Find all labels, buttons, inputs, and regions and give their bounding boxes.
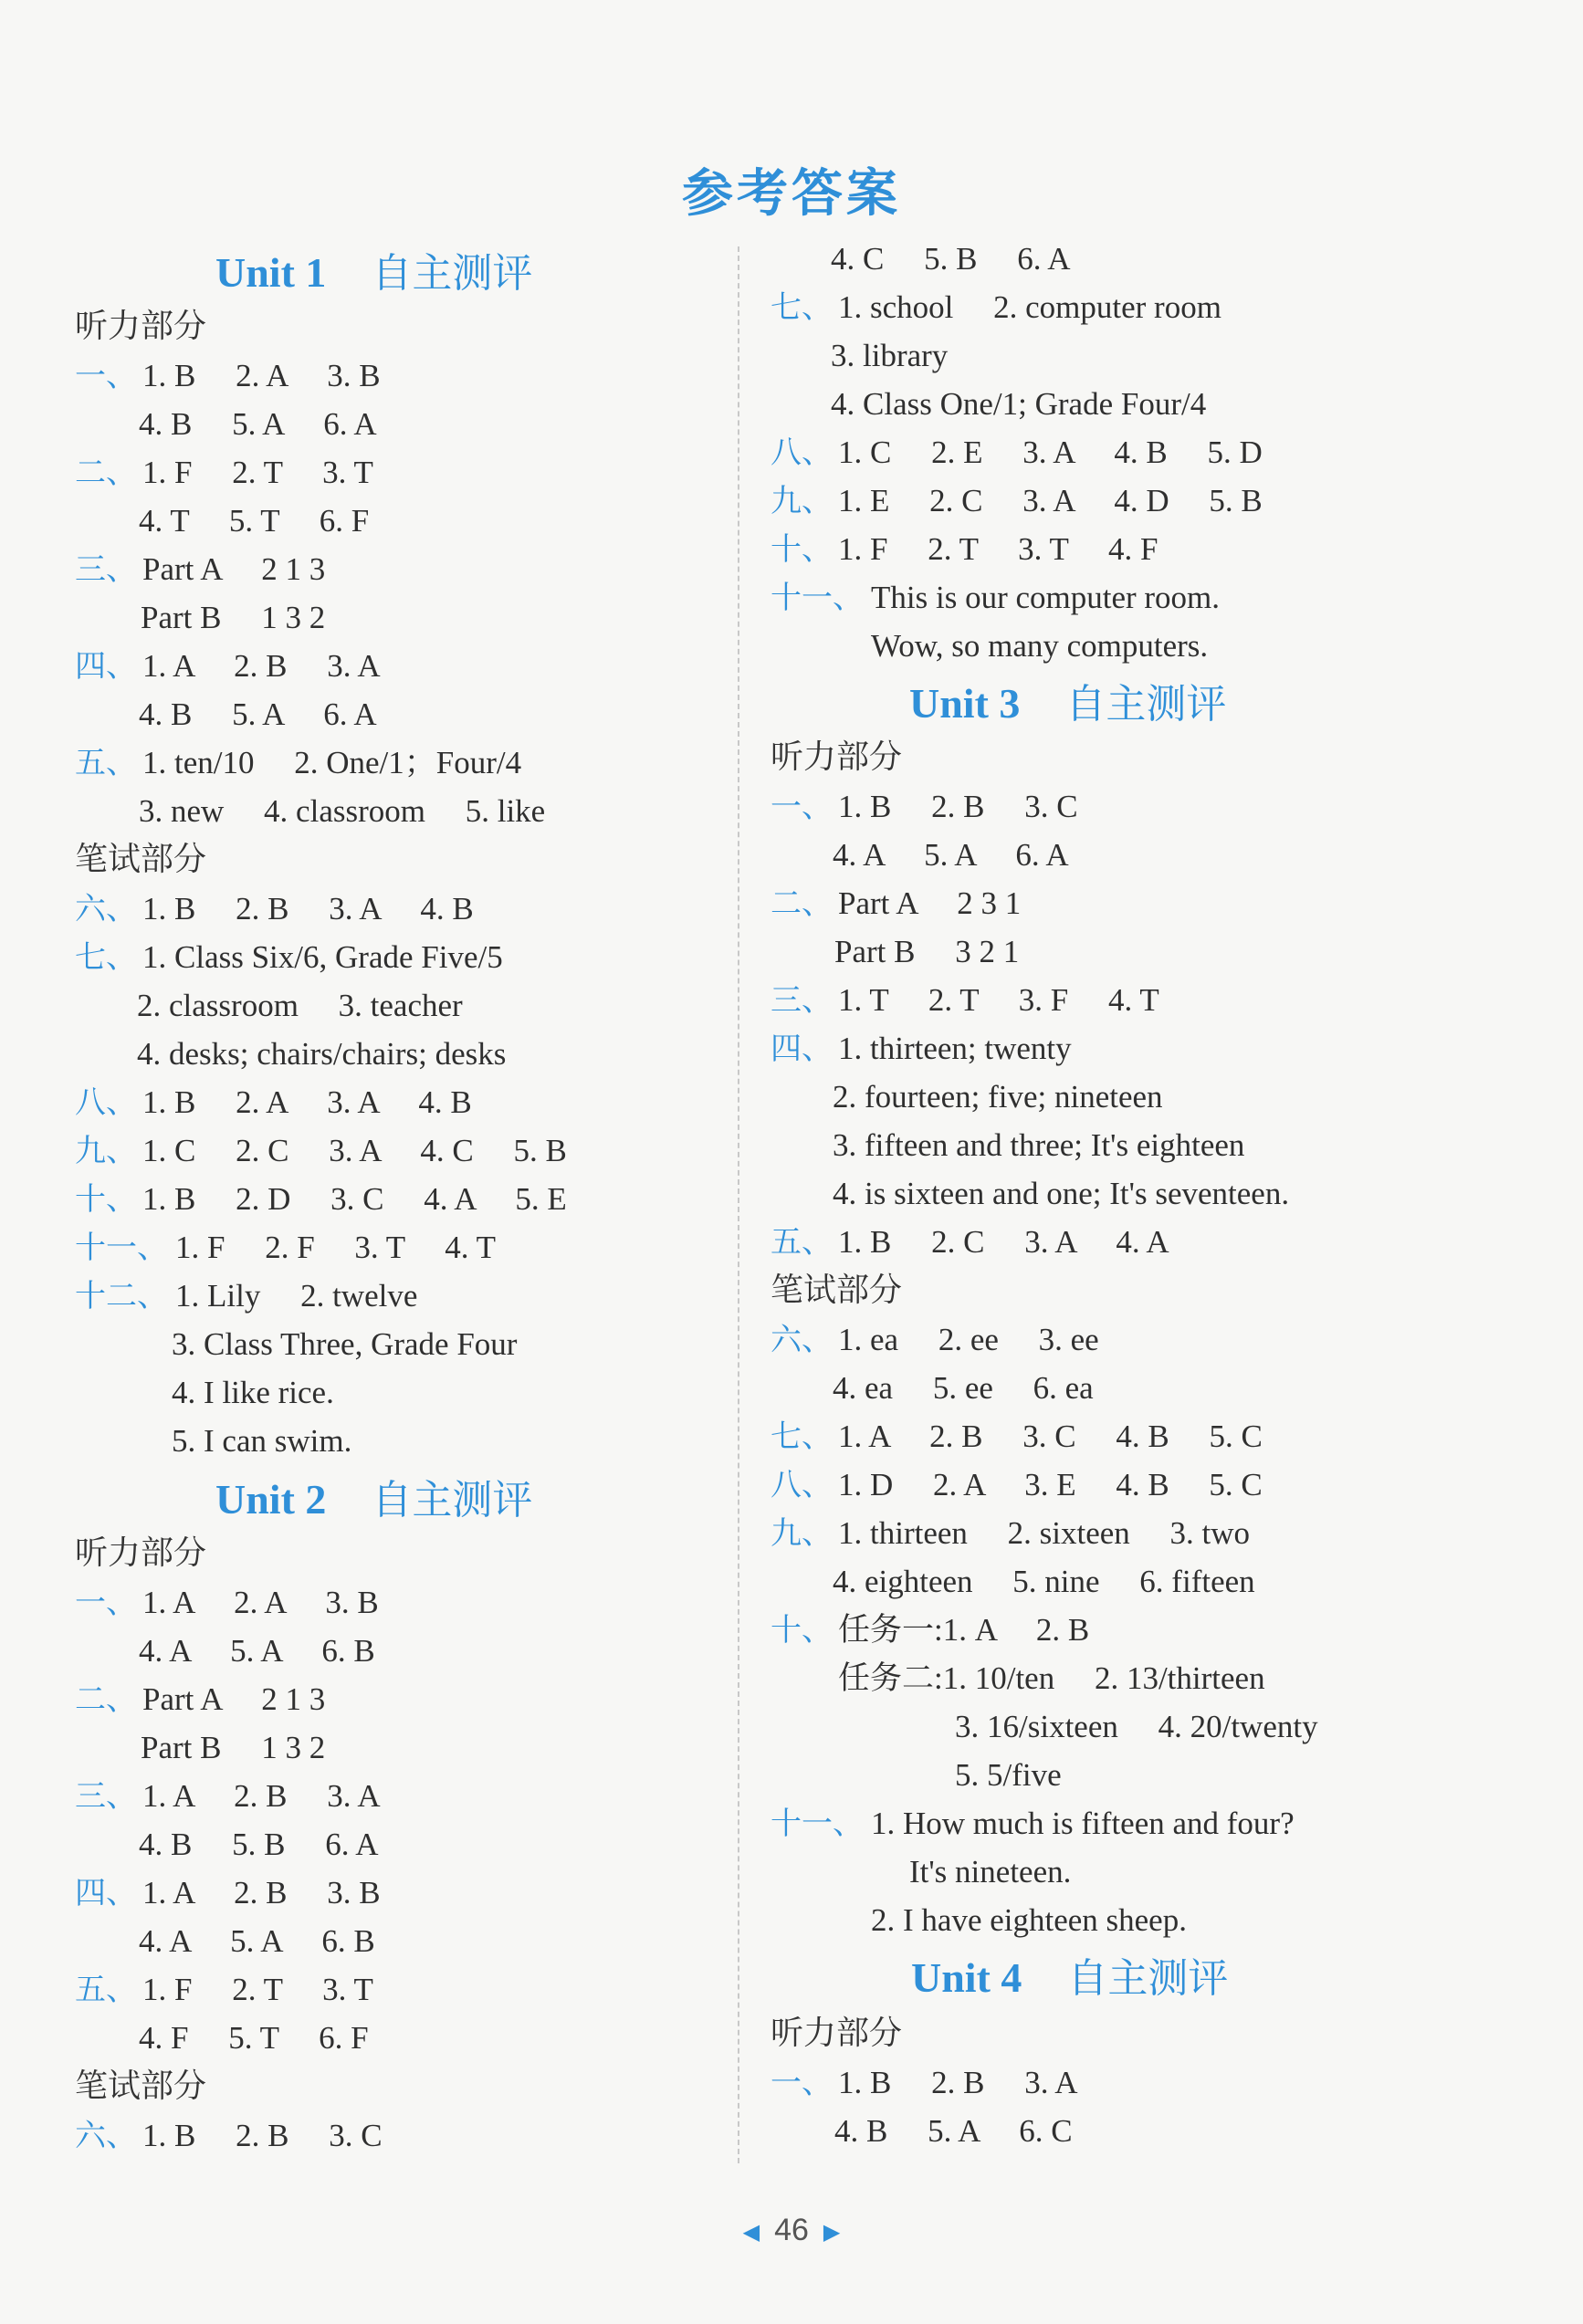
answer-text: 1. school 2. computer room [838, 289, 1221, 325]
item-number: 一、 [771, 789, 833, 825]
item-number: 十、 [771, 531, 833, 568]
answer-line [771, 2065, 1078, 2101]
unit-name: Unit 3 [909, 680, 1021, 727]
unit-heading [909, 679, 1226, 728]
item-number: 七、 [75, 939, 137, 976]
unit-heading [215, 248, 532, 298]
section-heading: 听力部分 [75, 1534, 207, 1572]
answer-text: 1. F 2. F 3. T 4. T [175, 1230, 497, 1265]
section-heading: 笔试部分 [75, 841, 207, 878]
answer-text: Part A 2 3 1 [838, 885, 1022, 921]
answer-text: 1. F 2. T 3. T [142, 1972, 373, 2007]
answer-text: 1. B 2. C 3. A 4. A [838, 1224, 1169, 1260]
item-number: 九、 [75, 1133, 137, 1169]
answer-line [771, 1418, 1263, 1455]
item-number: 一、 [75, 358, 137, 394]
answer-line [771, 289, 1221, 326]
item-number: 八、 [771, 434, 833, 471]
item-number: 一、 [771, 2065, 833, 2101]
answer-text: 1. B 2. A 3. A 4. B [142, 1084, 472, 1120]
item-number: 四、 [75, 648, 137, 685]
triangle-left-icon: ◀ [742, 2219, 760, 2245]
answer-line: 4. Class One/1; Grade Four/4 [831, 386, 1207, 422]
answer-line: 3. fifteen and three; It's eighteen [833, 1127, 1245, 1163]
item-number: 十一、 [771, 580, 864, 616]
answer-text: 1. B 2. B 3. A [838, 2065, 1078, 2100]
page-number: 46 [774, 2213, 809, 2247]
answer-text: This is our computer room. [871, 580, 1221, 615]
answer-text: 1. B 2. B 3. A 4. B [142, 891, 474, 926]
answer-text: 1. F 2. T 3. T 4. F [838, 531, 1158, 567]
answer-text: 1. A 2. B 3. A [142, 648, 381, 684]
answer-line: 3. Class Three, Grade Four [172, 1326, 518, 1362]
answer-line: 3. 16/sixteen 4. 20/twenty [955, 1709, 1318, 1744]
answer-line: 4. T 5. T 6. F [139, 503, 370, 539]
section-heading: 听力部分 [75, 308, 207, 345]
answer-line [771, 1467, 1263, 1503]
unit-heading [215, 1475, 532, 1524]
item-number: 二、 [771, 885, 833, 922]
answer-line [75, 891, 474, 927]
answer-line: 4. I like rice. [172, 1375, 334, 1410]
item-number: 二、 [75, 455, 137, 491]
answer-line [771, 1224, 1169, 1261]
answer-text: 1. Class Six/6, Grade Five/5 [142, 939, 503, 975]
answer-line: 3. new 4. classroom 5. like [139, 793, 546, 829]
answer-text: 1. D 2. A 3. E 4. B 5. C [838, 1467, 1263, 1502]
item-number: 十、 [771, 1612, 833, 1649]
answer-text: 1. How much is fifteen and four? [871, 1806, 1295, 1841]
section-heading: 笔试部分 [771, 1272, 903, 1309]
answer-line [771, 885, 1021, 922]
item-number: 六、 [75, 891, 137, 927]
answer-line [75, 745, 521, 781]
answer-line [75, 1972, 373, 2008]
answer-line: It's nineteen. [909, 1854, 1072, 1890]
answer-line: 4. F 5. T 6. F [139, 2020, 369, 2056]
item-number: 十、 [75, 1181, 137, 1218]
answer-text: 1. B 2. B 3. C [838, 789, 1078, 824]
answer-text: 任务一:1. A 2. B [838, 1612, 1090, 1648]
answer-text: 1. B 2. D 3. C 4. A 5. E [142, 1181, 567, 1217]
answer-text: 1. A 2. B 3. B [142, 1875, 381, 1910]
answer-text: 1. C 2. C 3. A 4. C 5. B [142, 1133, 567, 1168]
item-number: 四、 [771, 1031, 833, 1067]
answer-line [75, 1278, 417, 1314]
answer-line [75, 1681, 325, 1718]
item-number: 八、 [75, 1084, 137, 1121]
item-number: 五、 [771, 1224, 833, 1261]
answer-line [75, 1585, 379, 1621]
unit-name: Unit 2 [215, 1476, 327, 1523]
item-number: 六、 [75, 2118, 137, 2154]
answer-text: 1. T 2. T 3. F 4. T [838, 982, 1159, 1018]
answer-text: 1. C 2. E 3. A 4. B 5. D [838, 434, 1263, 470]
answer-line: 4. B 5. A 6. A [139, 406, 377, 442]
section-heading: 听力部分 [771, 738, 903, 776]
item-number: 六、 [771, 1322, 833, 1358]
answer-line [771, 982, 1159, 1019]
item-number: 十一、 [771, 1806, 864, 1842]
item-number: 八、 [771, 1467, 833, 1503]
answer-text: 1. F 2. T 3. T [142, 455, 373, 490]
answer-line: 4. C 5. B 6. A [831, 241, 1071, 277]
answer-line [75, 551, 325, 588]
unit-label: 自主测评 [1065, 681, 1227, 728]
answer-line: 4. A 5. A 6. B [139, 1923, 375, 1959]
answer-line [771, 434, 1263, 471]
answer-line [771, 531, 1158, 568]
answer-line [771, 1806, 1295, 1842]
answer-line: 4. eighteen 5. nine 6. fifteen [833, 1564, 1255, 1599]
answer-line: 5. 5/five [955, 1757, 1062, 1793]
unit-label: 自主测评 [372, 1477, 533, 1523]
item-number: 五、 [75, 1972, 137, 2008]
answer-text: 1. thirteen 2. sixteen 3. two [838, 1515, 1251, 1551]
answer-text: 1. E 2. C 3. A 4. D 5. B [838, 483, 1263, 518]
answer-line [75, 648, 381, 685]
answer-line [771, 1612, 1089, 1649]
answer-line: 4. B 5. A 6. A [139, 696, 377, 732]
answer-text: 1. A 2. A 3. B [142, 1585, 379, 1620]
page-title: 参考答案 [682, 164, 901, 224]
answer-line: Part B 1 3 2 [141, 600, 326, 635]
unit-name: Unit 1 [215, 249, 327, 296]
answer-line: 4. B 5. B 6. A [139, 1827, 379, 1862]
answer-line: 任务二:1. 10/ten 2. 13/thirteen [838, 1660, 1265, 1696]
answer-text: 1. ten/10 2. One/1；Four/4 [142, 745, 522, 780]
answer-line [771, 1322, 1099, 1358]
answer-text: Part A 2 1 3 [142, 1681, 326, 1717]
answer-line [75, 1230, 496, 1266]
answer-text: 1. Lily 2. twelve [175, 1278, 418, 1314]
answer-text: 1. thirteen; twenty [838, 1031, 1072, 1066]
answer-text: 1. A 2. B 3. A [142, 1778, 381, 1814]
triangle-right-icon: ▶ [823, 2219, 841, 2245]
answer-line [75, 1084, 472, 1121]
item-number: 三、 [771, 982, 833, 1019]
answer-line [771, 1515, 1250, 1552]
item-number: 一、 [75, 1585, 137, 1621]
unit-label: 自主测评 [1067, 1955, 1229, 2002]
answer-text: 1. B 2. A 3. B [142, 358, 381, 393]
answer-line: 4. A 5. A 6. B [139, 1633, 375, 1669]
answer-line [75, 1778, 381, 1815]
answer-text: 1. ea 2. ee 3. ee [838, 1322, 1099, 1357]
answer-line [771, 483, 1263, 519]
unit-label: 自主测评 [372, 250, 533, 297]
answer-text: Part A 2 1 3 [142, 551, 326, 587]
answer-text: 1. B 2. B 3. C [142, 2118, 383, 2153]
item-number: 七、 [771, 1418, 833, 1455]
answer-line [75, 358, 381, 394]
item-number: 十二、 [75, 1278, 168, 1314]
answer-line: 2. I have eighteen sheep. [871, 1902, 1187, 1938]
answer-line [75, 1181, 567, 1218]
section-heading: 笔试部分 [75, 2068, 207, 2105]
unit-name: Unit 4 [911, 1954, 1022, 2001]
answer-line [771, 580, 1220, 616]
answer-line: 4. B 5. A 6. C [834, 2113, 1073, 2149]
answer-text: 1. A 2. B 3. C 4. B 5. C [838, 1418, 1263, 1454]
answer-line: 2. fourteen; five; nineteen [833, 1079, 1163, 1115]
answer-line [75, 1875, 381, 1911]
item-number: 四、 [75, 1875, 137, 1911]
item-number: 九、 [771, 483, 833, 519]
answer-line [75, 455, 373, 491]
item-number: 二、 [75, 1681, 137, 1718]
answer-line: Part B 3 2 1 [834, 934, 1020, 969]
answer-line: 4. ea 5. ee 6. ea [833, 1370, 1094, 1406]
answer-line: 3. library [831, 338, 949, 373]
item-number: 五、 [75, 745, 137, 781]
answer-line [75, 1133, 567, 1169]
answer-line: 5. I can swim. [172, 1423, 352, 1459]
answer-line: 4. desks; chairs/chairs; desks [137, 1036, 507, 1072]
item-number: 三、 [75, 1778, 137, 1815]
answer-line: Part B 1 3 2 [141, 1730, 326, 1765]
answer-line [75, 2118, 383, 2154]
answer-line: 4. is sixteen and one; It's seventeen. [833, 1176, 1290, 1211]
answer-line: 4. A 5. A 6. A [833, 837, 1069, 873]
answer-line: 2. classroom 3. teacher [137, 988, 463, 1023]
item-number: 十一、 [75, 1230, 168, 1266]
item-number: 七、 [771, 289, 833, 326]
section-heading: 听力部分 [771, 2015, 903, 2052]
answer-line: Wow, so many computers. [871, 628, 1209, 664]
answer-line [771, 1031, 1072, 1067]
answer-line [771, 789, 1078, 825]
item-number: 三、 [75, 551, 137, 588]
page-footer [0, 2213, 1583, 2248]
column-divider [738, 246, 739, 2163]
item-number: 九、 [771, 1515, 833, 1552]
unit-heading [911, 1953, 1228, 2003]
answer-line [75, 939, 503, 976]
